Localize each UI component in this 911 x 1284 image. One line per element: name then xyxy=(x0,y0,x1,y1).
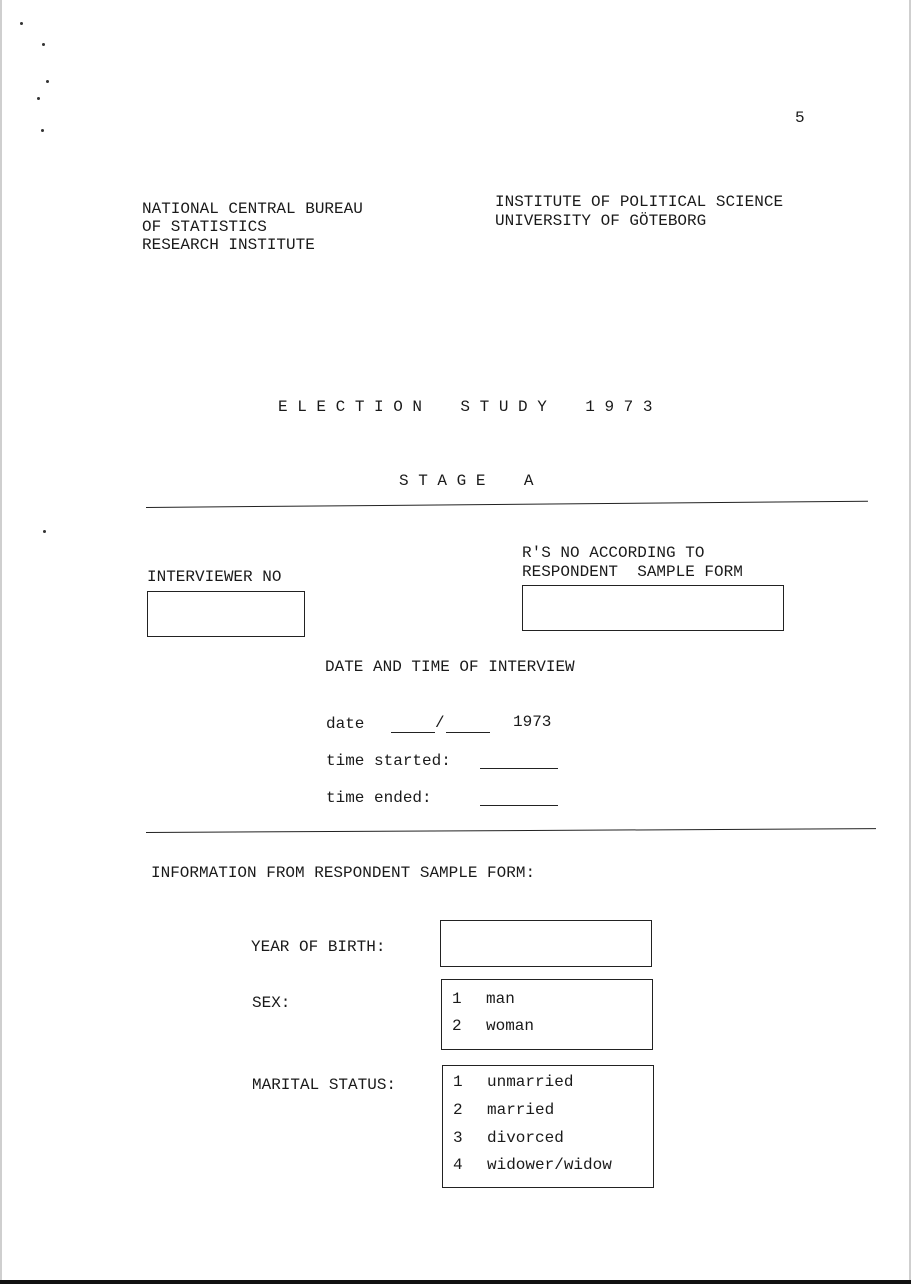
date-year: 1973 xyxy=(513,713,552,731)
option-label: widower/widow xyxy=(487,1156,612,1174)
option-label: divorced xyxy=(487,1129,564,1147)
option-code: 2 xyxy=(453,1101,463,1119)
marital-option-widower-widow[interactable] xyxy=(453,1156,612,1174)
time-ended-field[interactable] xyxy=(480,791,558,806)
option-label: man xyxy=(486,990,515,1008)
sex-options-box xyxy=(441,979,653,1050)
respondent-no-label-line: R'S NO ACCORDING TO xyxy=(522,544,705,562)
marital-option-married[interactable] xyxy=(453,1101,554,1119)
option-code: 2 xyxy=(452,1017,462,1035)
scan-speck xyxy=(41,129,44,132)
marital-option-divorced[interactable] xyxy=(453,1129,564,1147)
option-label: married xyxy=(487,1101,555,1119)
option-code: 1 xyxy=(453,1073,463,1091)
page-edge-bottom xyxy=(0,1280,911,1284)
header-left-line: OF STATISTICS xyxy=(142,218,267,236)
divider-middle xyxy=(146,828,876,833)
respondent-no-label-line: RESPONDENT SAMPLE FORM xyxy=(522,563,743,581)
option-code: 4 xyxy=(453,1156,463,1174)
year-of-birth-label: YEAR OF BIRTH: xyxy=(251,938,386,956)
date-month-field[interactable] xyxy=(446,718,490,733)
year-of-birth-field[interactable] xyxy=(440,920,652,967)
marital-options-box xyxy=(442,1065,654,1188)
divider-top xyxy=(146,501,868,508)
header-left-line: RESEARCH INSTITUTE xyxy=(142,236,315,254)
option-label: unmarried xyxy=(487,1073,574,1091)
scan-speck xyxy=(43,530,46,533)
option-code: 3 xyxy=(453,1129,463,1147)
option-label: woman xyxy=(486,1017,535,1035)
time-ended-label: time ended: xyxy=(326,789,432,807)
time-started-label: time started: xyxy=(326,752,451,770)
scan-speck xyxy=(20,22,23,25)
header-right-line: UNIVERSITY OF GÖTEBORG xyxy=(495,212,707,230)
page-number: 5 xyxy=(795,109,805,127)
marital-option-unmarried[interactable] xyxy=(453,1073,573,1091)
stage-label: S T A G E A xyxy=(399,472,534,490)
sex-option-man[interactable] xyxy=(452,990,515,1008)
scan-speck xyxy=(37,97,40,100)
date-separator: / xyxy=(435,714,445,732)
sex-option-woman[interactable] xyxy=(452,1017,534,1035)
interviewer-no-label: INTERVIEWER NO xyxy=(147,568,282,586)
header-right-line: INSTITUTE OF POLITICAL SCIENCE xyxy=(495,193,784,211)
scan-speck xyxy=(42,43,45,46)
sex-label: SEX: xyxy=(252,994,291,1012)
sample-info-heading: INFORMATION FROM RESPONDENT SAMPLE FORM: xyxy=(151,864,536,882)
scan-speck xyxy=(46,80,49,83)
interview-heading: DATE AND TIME OF INTERVIEW xyxy=(325,658,575,676)
respondent-no-field[interactable] xyxy=(522,585,784,631)
interviewer-no-field[interactable] xyxy=(147,591,305,637)
time-started-field[interactable] xyxy=(480,754,558,769)
option-code: 1 xyxy=(452,990,462,1008)
date-label: date xyxy=(326,715,365,733)
page-edge-left xyxy=(0,0,2,1284)
marital-status-label: MARITAL STATUS: xyxy=(252,1076,397,1094)
date-day-field[interactable] xyxy=(391,718,435,733)
header-left-line: NATIONAL CENTRAL BUREAU xyxy=(142,200,363,218)
study-title: E L E C T I O N S T U D Y 1 9 7 3 xyxy=(278,398,653,416)
